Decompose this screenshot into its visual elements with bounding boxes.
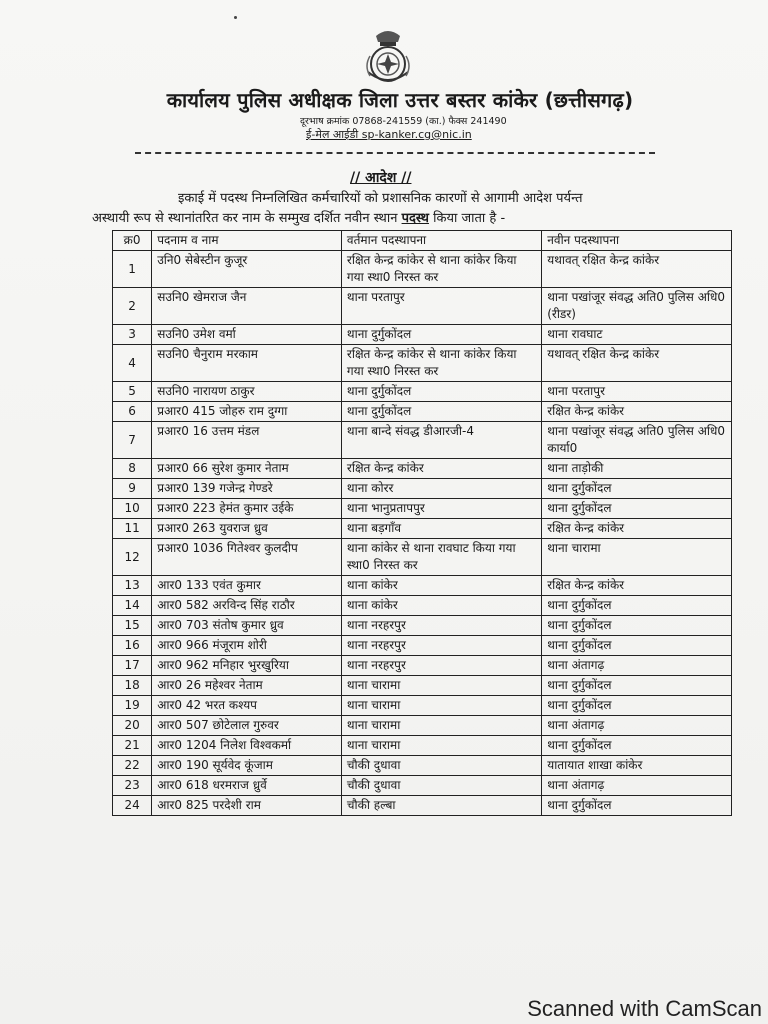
name-cell: प्रआर0 263 युवराज ध्रुव (152, 519, 342, 539)
current-posting-cell: थाना नरहरपुर (341, 616, 541, 636)
current-posting-cell: थाना दुर्गुकोंदल (341, 325, 541, 345)
new-posting-cell: थाना दुर्गुकोंदल (542, 676, 732, 696)
new-posting-cell: थाना दुर्गुकोंदल (542, 596, 732, 616)
new-posting-cell: यातायात शाखा कांकेर (542, 756, 732, 776)
table-row (113, 288, 732, 325)
new-posting-cell: रक्षित केन्द्र कांकेर (542, 576, 732, 596)
serial-cell: 16 (113, 636, 152, 656)
current-posting-cell: रक्षित केन्द्र कांकेर से थाना कांकेर किया गया स्था0 निरस्त कर (341, 251, 541, 288)
serial-cell: 20 (113, 716, 152, 736)
police-emblem-icon (360, 26, 416, 90)
new-posting-cell: थाना दुर्गुकोंदल (542, 479, 732, 499)
current-posting-cell: थाना कोरर (341, 479, 541, 499)
current-posting-cell: थाना दुर्गुकोंदल (341, 382, 541, 402)
new-posting-cell: थाना दुर्गुकोंदल (542, 499, 732, 519)
serial-cell: 6 (113, 402, 152, 422)
serial-cell: 22 (113, 756, 152, 776)
table-row (113, 636, 732, 656)
name-cell: प्रआर0 1036 गितेश्वर कुलदीप (152, 539, 342, 576)
serial-cell: 9 (113, 479, 152, 499)
current-posting-cell: थाना नरहरपुर (341, 656, 541, 676)
name-cell: सउनि0 खेमराज जैन (152, 288, 342, 325)
current-posting-cell: थाना कांकेर (341, 596, 541, 616)
new-posting-cell: थाना ताड़ोकी (542, 459, 732, 479)
intro-line-1: इकाई में पदस्थ निम्नलिखित कर्मचारियों को प्रशासनिक कारणों से आगामी आदेश पर्यन्त (178, 191, 583, 206)
name-cell: प्रआर0 223 हेमंत कुमार उईके (152, 499, 342, 519)
table-row (113, 539, 732, 576)
serial-cell: 7 (113, 422, 152, 459)
speck (234, 16, 237, 19)
table-row (113, 676, 732, 696)
current-posting-cell: थाना बान्दे संवद्ध डीआरजी-4 (341, 422, 541, 459)
serial-cell: 14 (113, 596, 152, 616)
name-cell: उनि0 सेबेस्टीन कुजूर (152, 251, 342, 288)
serial-cell: 19 (113, 696, 152, 716)
name-cell: प्रआर0 139 गजेन्द्र गेण्डरे (152, 479, 342, 499)
current-posting-cell: रक्षित केन्द्र कांकेर से थाना कांकेर किया गया स्था0 निरस्त कर (341, 345, 541, 382)
name-cell: आर0 507 छोटेलाल गुरुवर (152, 716, 342, 736)
table-row (113, 519, 732, 539)
current-posting-cell: थाना नरहरपुर (341, 636, 541, 656)
serial-cell: 11 (113, 519, 152, 539)
phone-line: दूरभाष क्रमांक 07868-241559 (का.) फैक्स 241490 (300, 116, 507, 127)
name-cell: आर0 703 संतोष कुमार ध्रुव (152, 616, 342, 636)
col-serial: क्र0 (113, 231, 152, 251)
new-posting-cell: थाना अंतागढ़ (542, 656, 732, 676)
serial-cell: 24 (113, 796, 152, 816)
current-posting-cell: थाना बड़गाँव (341, 519, 541, 539)
serial-cell: 15 (113, 616, 152, 636)
intro-emphasis: पदस्थ (401, 211, 429, 226)
current-posting-cell: थाना चारामा (341, 716, 541, 736)
table-row (113, 736, 732, 756)
new-posting-cell: यथावत् रक्षित केन्द्र कांकेर (542, 345, 732, 382)
table-row (113, 696, 732, 716)
table-row (113, 499, 732, 519)
serial-cell: 10 (113, 499, 152, 519)
current-posting-cell: चौकी दुधावा (341, 776, 541, 796)
serial-cell: 4 (113, 345, 152, 382)
name-cell: आर0 133 एवंत कुमार (152, 576, 342, 596)
current-posting-cell: रक्षित केन्द्र कांकेर (341, 459, 541, 479)
table-header-row (113, 231, 732, 251)
table-row (113, 716, 732, 736)
name-cell: आर0 26 महेश्वर नेताम (152, 676, 342, 696)
name-cell: आर0 966 मंजूराम शोरी (152, 636, 342, 656)
name-cell: आर0 42 भरत कश्यप (152, 696, 342, 716)
new-posting-cell: थाना दुर्गुकोंदल (542, 696, 732, 716)
current-posting-cell: थाना परतापुर (341, 288, 541, 325)
new-posting-cell: थाना अंतागढ़ (542, 716, 732, 736)
new-posting-cell: रक्षित केन्द्र कांकेर (542, 402, 732, 422)
current-posting-cell: थाना चारामा (341, 736, 541, 756)
table-row (113, 422, 732, 459)
current-posting-cell: थाना कांकेर से थाना रावघाट किया गया स्था0 निरस्त कर (341, 539, 541, 576)
table-row (113, 402, 732, 422)
email-line: ई-मेल आईडी sp-kanker.cg@nic.in (306, 128, 472, 141)
col-name: पदनाम व नाम (152, 231, 342, 251)
table-row (113, 251, 732, 288)
current-posting-cell: थाना कांकेर (341, 576, 541, 596)
serial-cell: 2 (113, 288, 152, 325)
current-posting-cell: थाना चारामा (341, 676, 541, 696)
new-posting-cell: थाना परतापुर (542, 382, 732, 402)
table-row (113, 616, 732, 636)
office-heading: कार्यालय पुलिस अधीक्षक जिला उत्तर बस्तर कांकेर (छत्तीसगढ़) (166, 88, 634, 112)
current-posting-cell: चौकी दुधावा (341, 756, 541, 776)
new-posting-cell: थाना दुर्गुकोंदल (542, 636, 732, 656)
transfer-table (112, 230, 732, 816)
intro-text: अस्थायी रूप से स्थानांतरित कर नाम के सम्मुख दर्शित नवीन स्थान (92, 211, 402, 226)
new-posting-cell: थाना दुर्गुकोंदल (542, 736, 732, 756)
name-cell: सउनि0 नारायण ठाकुर (152, 382, 342, 402)
serial-cell: 1 (113, 251, 152, 288)
current-posting-cell: चौकी हल्बा (341, 796, 541, 816)
scanner-watermark: Scanned with CamScan (527, 996, 762, 1021)
current-posting-cell: थाना चारामा (341, 696, 541, 716)
table-row (113, 382, 732, 402)
name-cell: प्रआर0 66 सुरेश कुमार नेताम (152, 459, 342, 479)
table-row (113, 576, 732, 596)
serial-cell: 23 (113, 776, 152, 796)
new-posting-cell: थाना रावघाट (542, 325, 732, 345)
table-row (113, 325, 732, 345)
table-row (113, 756, 732, 776)
name-cell: आर0 618 धरमराज ध्रुर्वे (152, 776, 342, 796)
intro-text-end: किया जाता है - (428, 211, 506, 226)
divider (135, 152, 655, 154)
serial-cell: 12 (113, 539, 152, 576)
table-row (113, 459, 732, 479)
order-title: // आदेश // (350, 170, 412, 186)
name-cell: आर0 582 अरविन्द सिंह राठौर (152, 596, 342, 616)
new-posting-cell: यथावत् रक्षित केन्द्र कांकेर (542, 251, 732, 288)
table-row (113, 345, 732, 382)
new-posting-cell: थाना दुर्गुकोंदल (542, 616, 732, 636)
table-row (113, 596, 732, 616)
serial-cell: 21 (113, 736, 152, 756)
col-current-posting: वर्तमान पदस्थापना (341, 231, 541, 251)
table-row (113, 776, 732, 796)
name-cell: आर0 190 सूर्यवेद कूंजाम (152, 756, 342, 776)
table-row (113, 656, 732, 676)
new-posting-cell: थाना चारामा (542, 539, 732, 576)
current-posting-cell: थाना भानुप्रतापपुर (341, 499, 541, 519)
serial-cell: 18 (113, 676, 152, 696)
contact-block (298, 115, 518, 141)
serial-cell: 8 (113, 459, 152, 479)
name-cell: प्रआर0 415 जोहरु राम दुग्गा (152, 402, 342, 422)
serial-cell: 3 (113, 325, 152, 345)
table-row (113, 796, 732, 816)
serial-cell: 17 (113, 656, 152, 676)
name-cell: प्रआर0 16 उत्तम मंडल (152, 422, 342, 459)
new-posting-cell: थाना पखांजूर संवद्ध अति0 पुलिस अधि0 कार्या0 (542, 422, 732, 459)
new-posting-cell: रक्षित केन्द्र कांकेर (542, 519, 732, 539)
new-posting-cell: थाना अंतागढ़ (542, 776, 732, 796)
current-posting-cell: थाना दुर्गुकोंदल (341, 402, 541, 422)
name-cell: आर0 1204 निलेश विश्वकर्मा (152, 736, 342, 756)
name-cell: सउनि0 उमेश वर्मा (152, 325, 342, 345)
name-cell: आर0 962 मनिहार भुरखुरिया (152, 656, 342, 676)
serial-cell: 5 (113, 382, 152, 402)
col-new-posting: नवीन पदस्थापना (542, 231, 732, 251)
new-posting-cell: थाना पखांजूर संवद्ध अति0 पुलिस अधि0 (रीडर) (542, 288, 732, 325)
name-cell: आर0 825 परदेशी राम (152, 796, 342, 816)
intro-line-2 (92, 208, 505, 226)
table-row (113, 479, 732, 499)
name-cell: सउनि0 चैनुराम मरकाम (152, 345, 342, 382)
new-posting-cell: थाना दुर्गुकोंदल (542, 796, 732, 816)
serial-cell: 13 (113, 576, 152, 596)
